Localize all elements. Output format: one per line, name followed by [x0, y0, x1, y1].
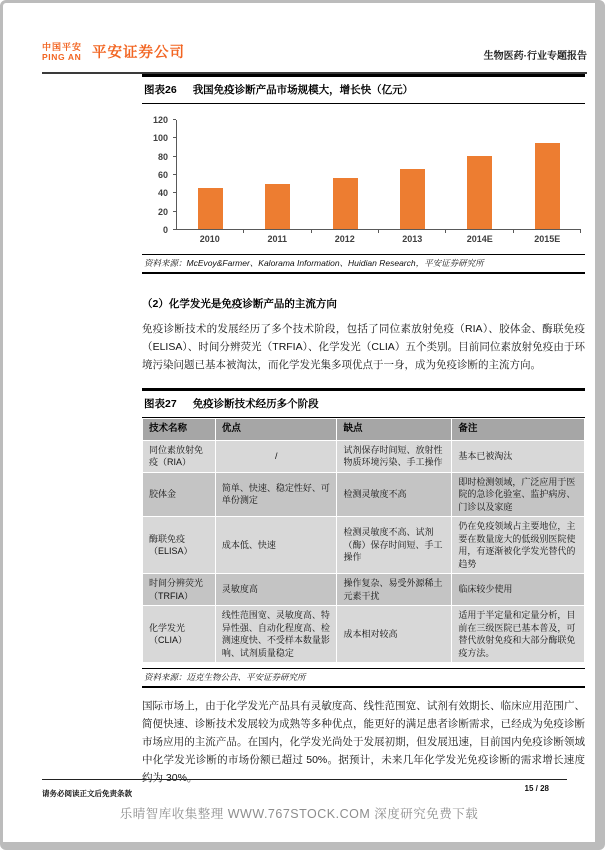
figure27-block	[142, 388, 585, 688]
y-tick-label: 0	[162, 225, 168, 235]
table-cell: 基本已被淘汰	[452, 440, 585, 472]
page-content	[3, 3, 595, 842]
y-tick-label: 60	[157, 170, 168, 180]
table-row	[143, 472, 585, 517]
bar-2012	[333, 178, 358, 229]
closing-paragraph: 国际市场上，由于化学发光产品具有灵敏度高、线性范围宽、试剂有效期长、临床应用范围广、简便快速、诊断技术发展较为成熟等多种优点，能更好的满足患者诊断需求，已经成为免疫诊断市场应用的主流产品。在国内，化学发光尚处于发展初期，但发展迅速，目前国内免疫诊断领域中化学发光诊断的市场份额已超过 50%。据预计，未来几年化学发光免疫诊断的需求增长速度约为 30%。	[142, 700, 585, 784]
y-tick-label: 120	[152, 115, 168, 125]
table-cell: 成本相对较高	[337, 606, 452, 663]
technology-table-body	[143, 440, 585, 663]
footer-rule	[42, 779, 567, 780]
technology-table-head	[143, 419, 585, 441]
x-tick-label: 2010	[199, 234, 220, 244]
table-cell: 即时检测领域，广泛应用于医院的急诊化验室、监护病房、门诊以及家庭	[452, 472, 585, 517]
table-cell: 适用于半定量和定量分析，目前在三级医院已基本普及，可替代放射免疫和大部分酶联免疫方法。	[452, 606, 585, 663]
x-tick-label: 2015E	[534, 234, 561, 244]
figure26-plot	[176, 120, 581, 230]
technology-table	[142, 418, 585, 663]
bar-2013	[400, 169, 425, 229]
section-paragraph: 免疫诊断技术的发展经历了多个技术阶段，包括了同位素放射免疫（RIA）、胶体金、酶联免疫（ELISA）、时间分辨荧光（TRFIA）、化学发光（CLIA）五个类别。目前同位素放射免疫由于环境污染问题已基本被淘汰，而化学发光集多项优点于一身，成为免疫诊断的主流方向。	[142, 323, 585, 371]
figure26-plotwrap	[176, 120, 581, 244]
x-tick-label: 2011	[267, 234, 288, 244]
figure27-title-bar	[142, 388, 585, 418]
bar-2014E	[467, 156, 492, 229]
table-cell: 操作复杂、易受外源稀土元素干扰	[337, 574, 452, 606]
main-column	[142, 74, 585, 787]
y-tick-label: 20	[157, 206, 168, 217]
bar-slot	[379, 120, 446, 229]
table-cell: 检测灵敏度不高、试剂（酶）保存时间短、手工操作	[337, 517, 452, 574]
figure26-source: 资料来源：McEvoy&Farmer、Kalorama Information、Huidian Research，平安证券研究所	[142, 254, 585, 274]
figure26-block	[142, 74, 585, 274]
figure27-title: 免疫诊断技术经历多个阶段	[192, 398, 319, 410]
logo-text-en: PING AN	[42, 51, 82, 62]
y-tick-label: 100	[152, 133, 168, 144]
x-tick-mark	[311, 229, 312, 233]
bar-2015E	[535, 143, 560, 229]
y-tick-label: 40	[157, 188, 168, 199]
logo-text-cn: 中国平安	[42, 41, 83, 52]
x-tick-label: 2013	[402, 234, 423, 244]
figure26-chart	[142, 115, 581, 244]
pingan-logo	[42, 43, 82, 62]
table-cell: 试剂保存时间短、放射性物质环境污染、手工操作	[337, 440, 452, 472]
column-header: 备注	[452, 419, 585, 441]
x-tick-label: 2012	[334, 234, 355, 244]
table-cell: 成本低、快速	[215, 517, 337, 574]
x-tick-mark	[243, 229, 244, 233]
page-header	[42, 41, 587, 74]
table-cell: 时间分辨荧光（TRFIA）	[143, 574, 216, 606]
table-cell: 化学发光（CLIA）	[143, 606, 216, 663]
table-cell: 线性范围宽、灵敏度高、特异性强、自动化程度高、检测速度快、不受样本数量影响、试剂质量稳定	[215, 606, 337, 663]
table-row	[143, 574, 585, 606]
footer-disclaimer: 请务必阅读正文后免责条款	[42, 789, 132, 798]
report-type-label: 生物医药·行业专题报告	[483, 51, 587, 62]
table-cell: 同位素放射免疫（RIA）	[143, 440, 216, 472]
figure26-label: 图表26	[144, 84, 177, 96]
table-row	[143, 517, 585, 574]
column-header: 缺点	[337, 419, 452, 441]
page-number: 15 / 28	[524, 784, 549, 793]
company-name: 平安证券公司	[92, 45, 186, 61]
table-cell: 临床较少使用	[452, 574, 585, 606]
section-heading: （2）化学发光是免疫诊断产品的主流方向	[142, 298, 337, 310]
table-header-row	[143, 419, 585, 441]
y-tick-label: 80	[157, 151, 168, 162]
x-tick-label: 2014E	[466, 234, 493, 244]
figure26-title-bar	[142, 74, 585, 104]
figure26-title: 我国免疫诊断产品市场规模大，增长快（亿元）	[192, 84, 414, 96]
figure26-yaxis	[142, 115, 176, 235]
table-cell: 检测灵敏度不高	[337, 472, 452, 517]
bar-slot	[312, 120, 379, 229]
column-header: 技术名称	[143, 419, 216, 441]
bar-slot	[244, 120, 311, 229]
x-tick-mark	[513, 229, 514, 233]
x-tick-mark	[445, 229, 446, 233]
bar-2010	[198, 188, 223, 229]
table-cell: 仍在免疫领域占主要地位，主要在数量庞大的低级别医院使用，有逐渐被化学发光替代的趋势	[452, 517, 585, 574]
figure27-source: 资料来源：迈克生物公告、平安证券研究所	[142, 668, 585, 688]
x-tick-mark	[580, 229, 581, 233]
table-cell: 酶联免疫（ELISA）	[143, 517, 216, 574]
table-cell: 简单、快速、稳定性好、可单份测定	[215, 472, 337, 517]
table-row	[143, 440, 585, 472]
bar-2011	[265, 184, 290, 229]
table-cell: /	[215, 440, 337, 472]
bar-slot	[446, 120, 513, 229]
watermark-text: 乐晴智库收集整理 WWW.767STOCK.COM 深度研究免费下载	[119, 807, 479, 821]
table-cell: 灵敏度高	[215, 574, 337, 606]
table-cell: 胶体金	[143, 472, 216, 517]
table-row	[143, 606, 585, 663]
bar-slot	[514, 120, 581, 229]
figure27-label: 图表27	[144, 398, 177, 410]
bar-slot	[177, 120, 244, 229]
column-header: 优点	[215, 419, 337, 441]
x-tick-mark	[378, 229, 379, 233]
